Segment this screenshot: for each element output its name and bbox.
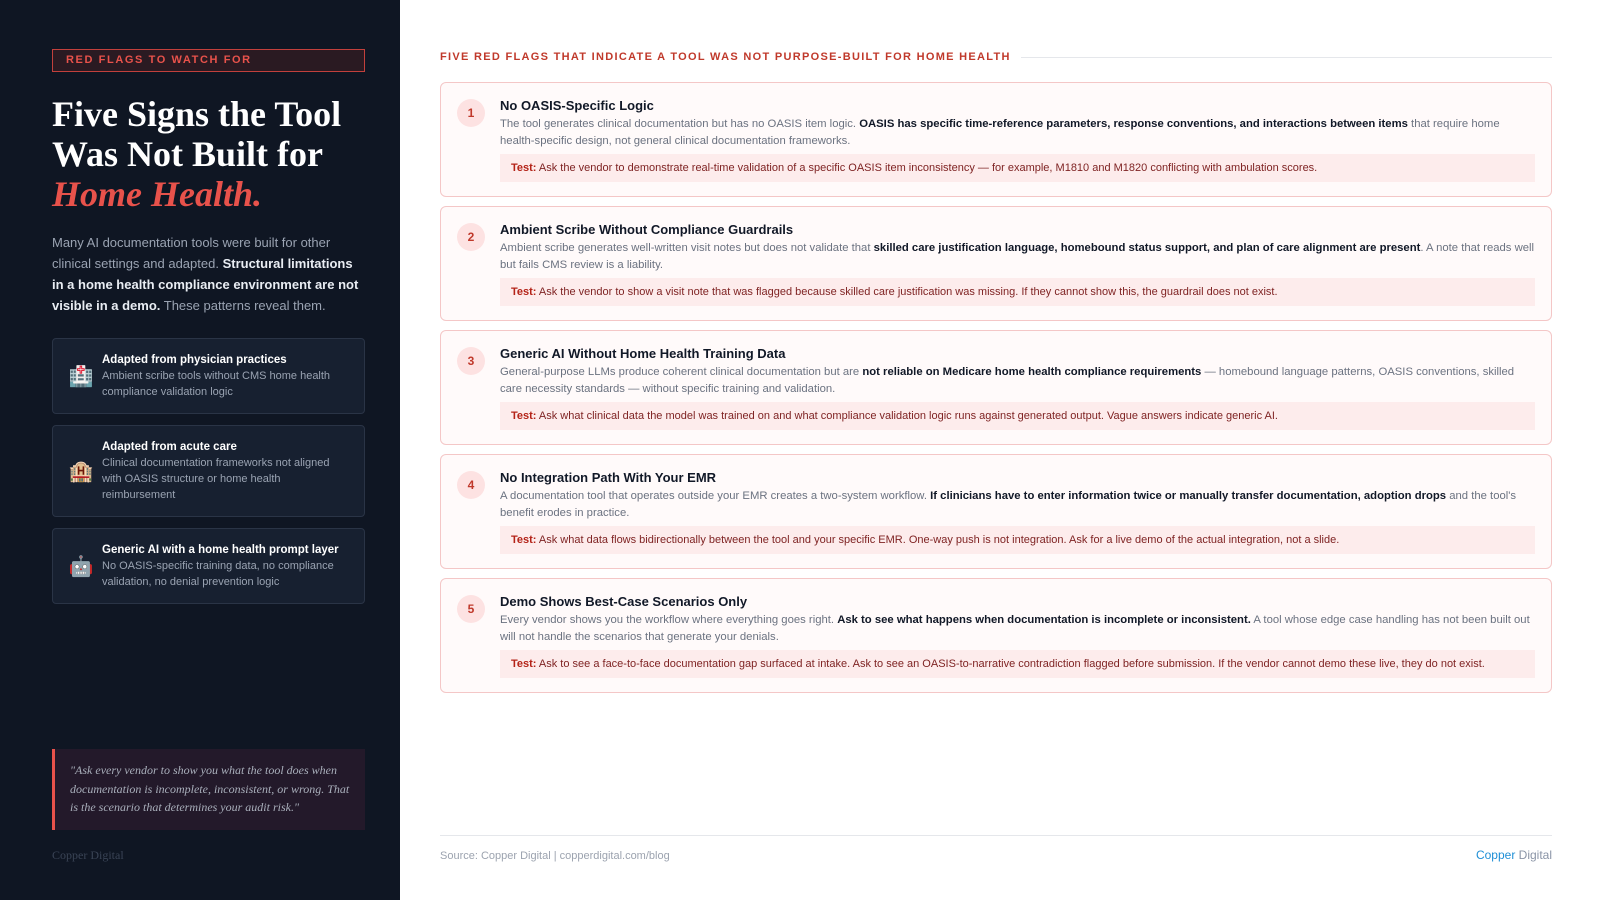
test-label: Test: — [511, 534, 537, 546]
footer-brand-primary: Copper — [1475, 848, 1516, 862]
flag-card — [440, 330, 1552, 445]
origin-card-text — [102, 439, 350, 503]
test-text: Ask what clinical data the model was trained on and what compliance validation logic runs against generated output. Vague answers indicate generic AI. — [536, 410, 1278, 422]
flag-desc-plain: Every vendor shows you the workflow where everything goes right. — [500, 614, 838, 626]
flag-card — [440, 578, 1552, 693]
test-text: Ask the vendor to demonstrate real-time validation of a specific OASIS item inconsistency — for example, M1810 and M1820 conflicting with ambulation scores. — [536, 162, 1318, 174]
flag-desc-plain: A tool whose edge case handling has not been built out will not handle the scenarios that generate your denials. — [500, 614, 1530, 643]
section-divider — [1021, 57, 1552, 58]
flag-desc-plain: . A note that reads well but fails CMS review is a liability. — [500, 242, 1535, 271]
origin-card-desc: Clinical documentation frameworks not aligned with OASIS structure or home health reimbursement — [102, 457, 330, 501]
section-title: FIVE RED FLAGS THAT INDICATE A TOOL WAS NOT PURPOSE-BUILT FOR HOME HEALTH — [440, 51, 1011, 63]
footer — [440, 835, 1552, 862]
footer-brand-secondary: Digital — [1515, 848, 1552, 862]
flag-number-badge: 5 — [457, 595, 485, 623]
flag-desc-plain: Ambient scribe generates well-written visit notes but does not validate that — [500, 242, 874, 254]
origin-card — [52, 425, 365, 517]
origin-card-title: Generic AI with a home health prompt layer — [102, 544, 339, 556]
left-brand-label: Copper Digital — [52, 848, 124, 862]
headline-line-1: Five Signs the Tool — [52, 94, 342, 134]
hotel-icon: 🏨 — [68, 460, 94, 483]
intro-plain-2: These patterns reveal them. — [160, 298, 326, 313]
flag-desc-bold: If clinicians have to enter information twice or manually transfer documentation, adoption drops — [930, 490, 1447, 502]
headline-line-2: Was Not Built for — [52, 134, 324, 174]
footer-source: Source: Copper Digital | copperdigital.com/blog — [440, 850, 670, 862]
origin-card-title: Adapted from physician practices — [102, 354, 287, 366]
flag-test-box — [500, 154, 1535, 182]
flag-desc-bold: OASIS has specific time-reference parameters, response conventions, and interactions between items — [859, 118, 1408, 130]
test-text: Ask the vendor to show a visit note that was flagged because skilled care justification was missing. If they cannot show this, the guardrail does not exist. — [536, 286, 1278, 298]
origin-card — [52, 338, 365, 414]
flag-card — [440, 82, 1552, 197]
flag-desc-plain: that require home health-specific design, not general clinical documentation frameworks. — [500, 118, 1500, 147]
main-content — [440, 0, 1552, 900]
eyebrow-label: RED FLAGS TO WATCH FOR — [52, 49, 365, 72]
origin-card-desc: Ambient scribe tools without CMS home health compliance validation logic — [102, 370, 331, 398]
test-label: Test: — [511, 162, 537, 174]
test-text: Ask what data flows bidirectionally between the tool and your specific EMR. One-way push is not integration. Ask for a live demo of the actual integration, not a slide. — [536, 534, 1340, 546]
flag-test-box — [500, 650, 1535, 678]
flag-number-badge: 3 — [457, 347, 485, 375]
flag-description — [500, 364, 1535, 398]
flag-description — [500, 116, 1535, 150]
hospital-icon: 🏥 — [68, 365, 94, 388]
flag-title: Ambient Scribe Without Compliance Guardrails — [500, 222, 794, 237]
flag-desc-bold: not reliable on Medicare home health compliance requirements — [862, 366, 1202, 378]
intro-bold: Structural limitations in a home health compliance environment are not visible in a demo. — [52, 256, 359, 313]
flag-number-badge: 4 — [457, 471, 485, 499]
left-panel — [0, 0, 400, 900]
flag-desc-plain: The tool generates clinical documentation but has no OASIS item logic. — [500, 118, 860, 130]
flag-card — [440, 454, 1552, 569]
origin-card-desc: No OASIS-specific training data, no compliance validation, no denial prevention logic — [102, 560, 334, 588]
origin-cards — [52, 338, 365, 604]
flag-desc-plain: and the tool's benefit erodes in practice. — [500, 490, 1517, 519]
flag-title: No OASIS-Specific Logic — [500, 98, 654, 113]
section-header — [440, 50, 1552, 64]
origin-card-title: Adapted from acute care — [102, 441, 237, 453]
flag-desc-bold: Ask to see what happens when documentation is incomplete or inconsistent. — [837, 614, 1251, 626]
robot-icon: 🤖 — [68, 555, 94, 578]
footer-brand — [1476, 848, 1552, 862]
flag-title: No Integration Path With Your EMR — [500, 470, 717, 485]
flag-title: Demo Shows Best-Case Scenarios Only — [500, 594, 748, 609]
flag-description — [500, 240, 1535, 274]
intro-plain-1: Many AI documentation tools were built for other clinical settings and adapted. — [52, 235, 331, 271]
flag-desc-plain: A documentation tool that operates outside your EMR creates a two-system workflow. — [500, 490, 931, 502]
flag-number-badge: 2 — [457, 223, 485, 251]
origin-card — [52, 528, 365, 604]
origin-card-text — [102, 352, 350, 400]
flag-card — [440, 206, 1552, 321]
flag-desc-plain: General-purpose LLMs produce coherent clinical documentation but are — [500, 366, 863, 378]
flag-list — [440, 82, 1552, 702]
pull-quote: "Ask every vendor to show you what the tool does when documentation is incomplete, inconsistent, or wrong. That is the scenario that determines your audit risk." — [52, 749, 365, 830]
flag-test-box — [500, 402, 1535, 430]
test-label: Test: — [511, 286, 537, 298]
test-label: Test: — [511, 658, 537, 670]
intro-text — [52, 232, 364, 316]
headline-accent: Home Health. — [52, 174, 262, 214]
flag-desc-plain: — homebound language patterns, OASIS conventions, skilled care necessity standards — without specific training and validation. — [500, 366, 1515, 395]
flag-test-box — [500, 526, 1535, 554]
origin-card-text — [102, 542, 350, 590]
test-text: Ask to see a face-to-face documentation gap surfaced at intake. Ask to see an OASIS-to-narrative contradiction flagged before submission. If the vendor cannot demo these live, they do not exist. — [536, 658, 1485, 670]
flag-test-box — [500, 278, 1535, 306]
flag-description — [500, 488, 1535, 522]
test-label: Test: — [511, 410, 537, 422]
flag-description — [500, 612, 1535, 646]
flag-title: Generic AI Without Home Health Training Data — [500, 346, 786, 361]
flag-number-badge: 1 — [457, 99, 485, 127]
flag-desc-bold: skilled care justification language, homebound status support, and plan of care alignment are present — [873, 242, 1421, 254]
page-title — [52, 94, 364, 214]
